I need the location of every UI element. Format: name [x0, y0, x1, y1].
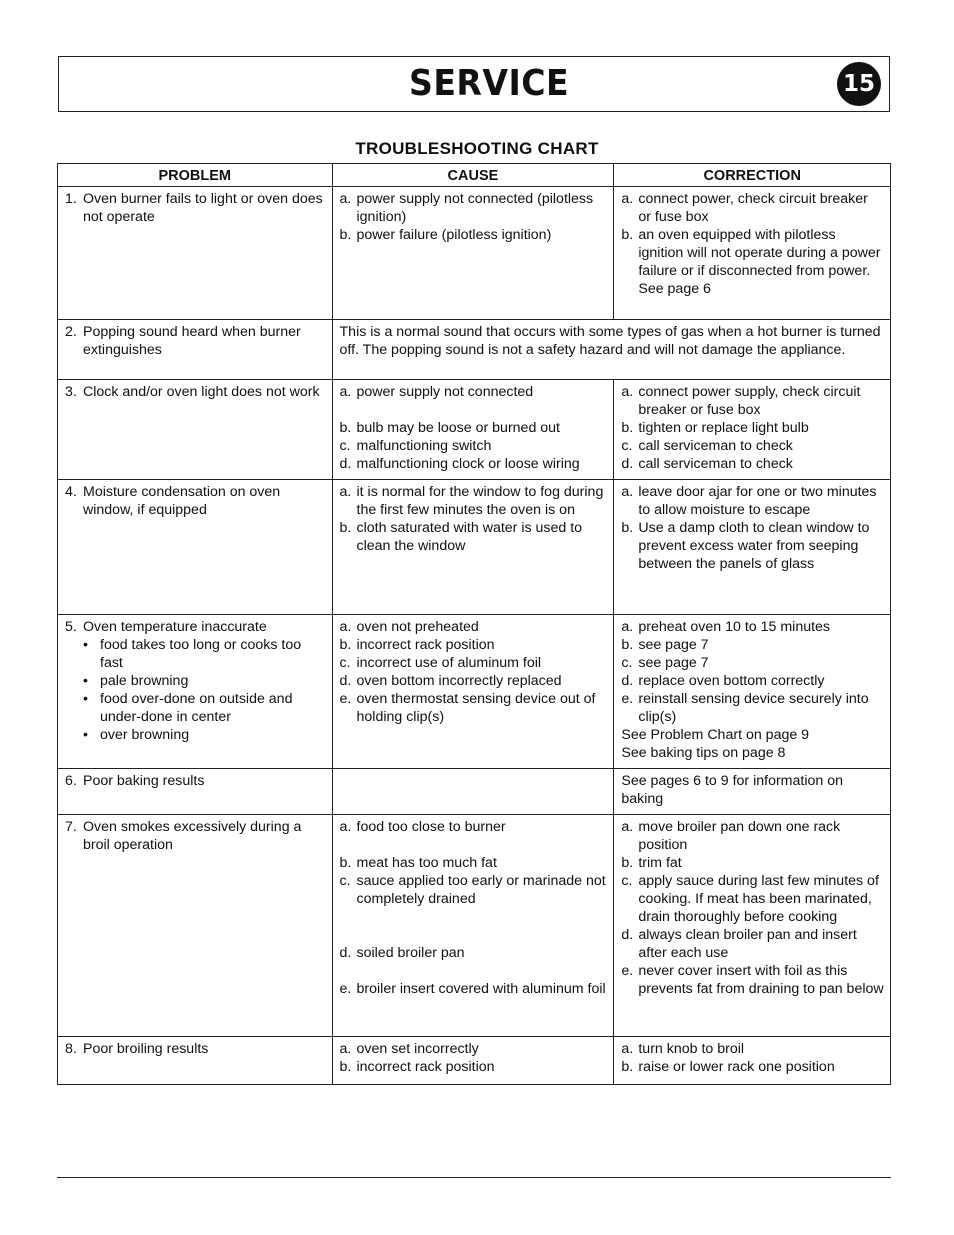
- problem-number: 7.: [65, 819, 77, 835]
- cause-label: a.: [339, 484, 352, 500]
- correction-text: an oven equipped with pilotless ignition will not operate during a power failure or if disconnected from power. See page 6: [638, 227, 881, 297]
- correction-label: a.: [621, 484, 634, 500]
- problem-text: Poor broiling results: [83, 1041, 209, 1057]
- correction-text: Use a damp cloth to clean window to prevent excess water from seeping between the panels of glass: [638, 520, 870, 572]
- problem-text: Oven burner fails to light or oven does not operate: [83, 191, 323, 225]
- correction-text: leave door ajar for one or two minutes to allow moisture to escape: [638, 484, 877, 518]
- cause-text: oven not preheated: [356, 619, 479, 635]
- correction-note: See baking tips on page 8: [621, 745, 786, 761]
- cause-text: oven thermostat sensing device out of holding clip(s): [356, 691, 596, 725]
- problem-text: Oven smokes excessively during a broil operation: [83, 819, 302, 853]
- table-row: [58, 187, 891, 320]
- cause-text: it is normal for the window to fog during the first few minutes the oven is on: [356, 484, 604, 518]
- correction-label: e.: [621, 963, 634, 979]
- correction-text: call serviceman to check: [638, 456, 793, 472]
- cause-text: power failure (pilotless ignition): [356, 227, 552, 243]
- cause-text: soiled broiler pan: [356, 945, 465, 961]
- cause-text: power supply not connected (pilotless ignition): [356, 191, 594, 225]
- table-row: [58, 1037, 891, 1085]
- cause-label: b.: [339, 227, 352, 243]
- table-row: [58, 769, 891, 815]
- cause-text: oven bottom incorrectly replaced: [356, 673, 562, 689]
- correction-note: See Problem Chart on page 9: [621, 727, 810, 743]
- problem-text: Popping sound heard when burner extinguishes: [83, 324, 301, 358]
- cause-label: d.: [339, 945, 352, 961]
- correction-label: a.: [621, 619, 634, 635]
- correction-label: e.: [621, 691, 634, 707]
- problem-cell: [58, 1037, 333, 1085]
- cause-text: cloth saturated with water is used to clean the window: [356, 520, 583, 554]
- cause-label: c.: [339, 438, 351, 454]
- problem-number: 3.: [65, 384, 77, 400]
- problem-cell: [58, 380, 333, 480]
- table-header-row: [58, 164, 891, 187]
- correction-label: d.: [621, 456, 634, 472]
- correction-text: connect power, check circuit breaker or fuse box: [638, 191, 868, 225]
- cause-label: b.: [339, 637, 352, 653]
- correction-cell: [614, 187, 891, 320]
- footer-rule: [57, 1177, 891, 1178]
- cause-cell: [332, 1037, 614, 1085]
- section-header: [58, 56, 890, 112]
- problem-text: Poor baking results: [83, 773, 205, 789]
- correction-label: a.: [621, 1041, 634, 1057]
- problem-cell: [58, 815, 333, 1037]
- problem-number: 8.: [65, 1041, 77, 1057]
- correction-label: c.: [621, 438, 633, 454]
- cause-cell: [332, 187, 614, 320]
- correction-label: b.: [621, 420, 634, 436]
- problem-cell: [58, 769, 333, 815]
- correction-text: raise or lower rack one position: [638, 1059, 835, 1075]
- troubleshooting-table: [57, 163, 891, 1085]
- problem-bullet: food takes too long or cooks too fast: [100, 637, 302, 671]
- cause-cell: [332, 480, 614, 615]
- problem-text: Clock and/or oven light does not work: [83, 384, 320, 400]
- cause-label: a.: [339, 191, 352, 207]
- cause-label: c.: [339, 655, 351, 671]
- correction-label: c.: [621, 655, 633, 671]
- bullet-icon: •: [83, 691, 88, 707]
- correction-text: replace oven bottom correctly: [638, 673, 825, 689]
- correction-label: b.: [621, 227, 634, 243]
- correction-text: apply sauce during last few minutes of cooking. If meat has been marinated, drain thoroughly before cooking: [638, 873, 879, 925]
- problem-number: 2.: [65, 324, 77, 340]
- correction-label: a.: [621, 191, 634, 207]
- bullet-icon: •: [83, 673, 88, 689]
- problem-number: 4.: [65, 484, 77, 500]
- correction-label: c.: [621, 873, 633, 889]
- correction-label: a.: [621, 819, 634, 835]
- cause-text: malfunctioning clock or loose wiring: [356, 456, 580, 472]
- correction-text: preheat oven 10 to 15 minutes: [638, 619, 831, 635]
- chart-title: TROUBLESHOOTING CHART: [355, 139, 599, 158]
- cause-label: a.: [339, 384, 352, 400]
- correction-text: trim fat: [638, 855, 682, 871]
- cause-text: power supply not connected: [356, 384, 534, 400]
- correction-cell: [614, 380, 891, 480]
- problem-text: Oven temperature inaccurate: [83, 619, 267, 635]
- cause-text: meat has too much fat: [356, 855, 497, 871]
- cause-text: incorrect rack position: [356, 1059, 495, 1075]
- correction-label: d.: [621, 927, 634, 943]
- cause-label: c.: [339, 873, 351, 889]
- cause-text: malfunctioning switch: [356, 438, 492, 454]
- correction-text: reinstall sensing device securely into clip(s): [638, 691, 869, 725]
- cause-text: broiler insert covered with aluminum foil: [356, 981, 606, 997]
- cause-cell: [332, 769, 614, 815]
- cause-label: e.: [339, 691, 352, 707]
- correction-text: call serviceman to check: [638, 438, 793, 454]
- problem-bullet: pale browning: [100, 673, 189, 689]
- column-header-problem: PROBLEM: [58, 164, 333, 187]
- correction-label: b.: [621, 855, 634, 871]
- cause-text: food too close to burner: [356, 819, 506, 835]
- problem-cell: [58, 187, 333, 320]
- table-row: [58, 815, 891, 1037]
- cause-text: incorrect rack position: [356, 637, 495, 653]
- correction-text: see page 7: [638, 637, 709, 653]
- cause-label: b.: [339, 855, 352, 871]
- problem-text: Moisture condensation on oven window, if equipped: [83, 484, 281, 518]
- column-header-cause: CAUSE: [332, 164, 614, 187]
- cause-cell: [332, 380, 614, 480]
- bullet-icon: •: [83, 637, 88, 653]
- correction-label: b.: [621, 1059, 634, 1075]
- cause-label: e.: [339, 981, 352, 997]
- correction-text: see page 7: [638, 655, 709, 671]
- bullet-icon: •: [83, 727, 88, 743]
- cause-text: sauce applied too early or marinade not completely drained: [356, 873, 606, 907]
- problem-bullet: food over-done on outside and under-done in center: [100, 691, 293, 725]
- correction-cell: [614, 615, 891, 769]
- page-number-badge: 15: [837, 62, 881, 106]
- table-row: [58, 320, 891, 380]
- correction-label: a.: [621, 384, 634, 400]
- column-header-correction: CORRECTION: [614, 164, 891, 187]
- table-row: [58, 480, 891, 615]
- cause-label: a.: [339, 819, 352, 835]
- table-row: [58, 380, 891, 480]
- correction-cell: [614, 1037, 891, 1085]
- correction-text: turn knob to broil: [638, 1041, 745, 1057]
- cause-cell: [332, 815, 614, 1037]
- cause-label: b.: [339, 520, 352, 536]
- merged-explanation-cell: This is a normal sound that occurs with some types of gas when a hot burner is turned off. The popping sound is not a safety hazard and will not damage the appliance.: [332, 320, 890, 380]
- correction-text: connect power supply, check circuit breaker or fuse box: [638, 384, 861, 418]
- cause-cell: [332, 615, 614, 769]
- problem-number: 5.: [65, 619, 77, 635]
- table-row: [58, 615, 891, 769]
- problem-cell: [58, 615, 333, 769]
- cause-label: b.: [339, 420, 352, 436]
- correction-cell: [614, 480, 891, 615]
- cause-label: d.: [339, 456, 352, 472]
- cause-text: incorrect use of aluminum foil: [356, 655, 542, 671]
- cause-text: bulb may be loose or burned out: [356, 420, 561, 436]
- correction-text: move broiler pan down one rack position: [638, 819, 841, 853]
- problem-bullet: over browning: [100, 727, 190, 743]
- section-title: SERVICE: [409, 63, 570, 104]
- cause-label: d.: [339, 673, 352, 689]
- correction-cell: [614, 815, 891, 1037]
- correction-text: always clean broiler pan and insert after each use: [638, 927, 857, 961]
- cause-label: a.: [339, 619, 352, 635]
- correction-cell: See pages 6 to 9 for information on baking: [614, 769, 891, 815]
- correction-label: d.: [621, 673, 634, 689]
- problem-cell: [58, 480, 333, 615]
- problem-number: 6.: [65, 773, 77, 789]
- correction-label: b.: [621, 637, 634, 653]
- problem-number: 1.: [65, 191, 77, 207]
- problem-cell: [58, 320, 333, 380]
- correction-text: never cover insert with foil as this prevents fat from draining to pan below: [638, 963, 884, 997]
- cause-label: b.: [339, 1059, 352, 1075]
- cause-label: a.: [339, 1041, 352, 1057]
- cause-text: oven set incorrectly: [356, 1041, 479, 1057]
- correction-text: tighten or replace light bulb: [638, 420, 809, 436]
- correction-label: b.: [621, 520, 634, 536]
